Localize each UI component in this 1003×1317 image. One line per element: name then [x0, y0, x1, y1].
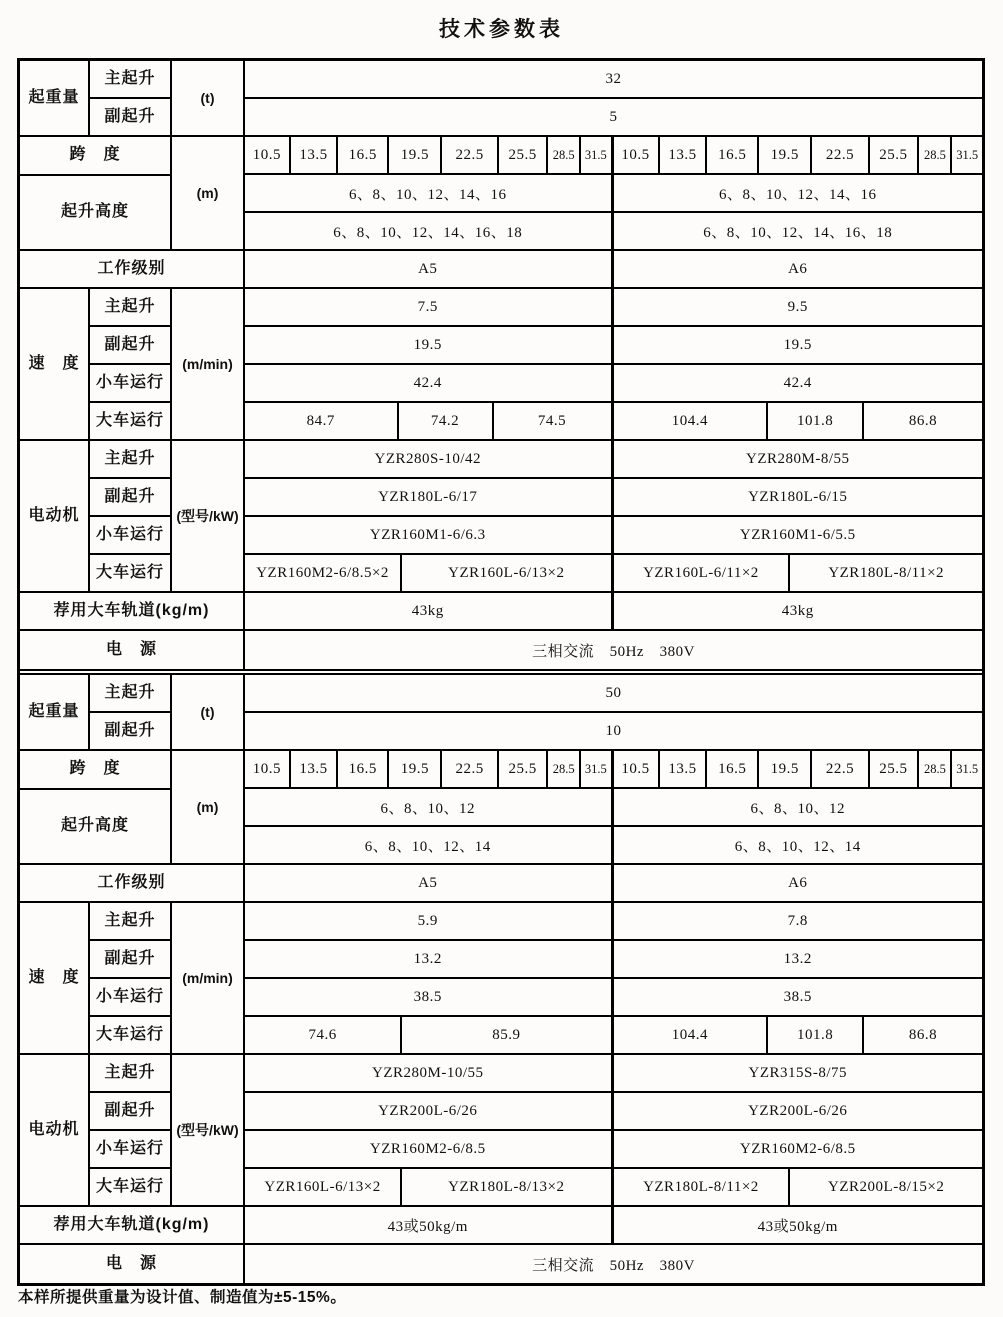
data-row [245, 1131, 982, 1169]
data-half-l [245, 137, 614, 173]
capacity-value-cell: 32 [605, 70, 622, 87]
data-row [245, 1169, 982, 1205]
motor-value-cell: YZR160M2-6/8.5 [739, 1140, 856, 1157]
rail-value-cell: 43或50kg/m [757, 1218, 838, 1235]
data-half-r [614, 1055, 983, 1091]
data-half-r [614, 175, 983, 211]
motor-value-cell: YZR180L-8/11×2 [614, 1169, 791, 1205]
data-row [245, 1093, 982, 1131]
label-lift-height: 起升高度 [60, 203, 129, 221]
data-half-r [614, 441, 983, 477]
rail-value-cell: 43kg [411, 602, 444, 619]
unit-label: (t) [200, 703, 215, 720]
label-column [172, 1055, 245, 1205]
span-height-group [20, 751, 982, 865]
row-label: 主起升 [90, 1055, 170, 1093]
data-area [245, 903, 982, 1053]
data-row [245, 251, 982, 287]
span-height-value-cell: 6、8、10、12、14、16、18 [703, 224, 893, 241]
row-label: 小车运行 [90, 1131, 170, 1169]
data-row [245, 213, 982, 249]
data-half-l [245, 365, 614, 401]
unit-label: (型号/kW) [176, 1121, 239, 1138]
data-row [245, 289, 982, 327]
span-height-value-cell: 19.5 [389, 751, 442, 787]
unit-label: (t) [200, 89, 215, 106]
motor-value-cell: YZR160L-6/13×2 [245, 1169, 402, 1205]
data-half-r [614, 979, 983, 1015]
data-row [245, 979, 982, 1017]
span-height-value-cell: 31.5 [956, 147, 979, 162]
span-height-value-cell: 6、8、10、12、14、16、18 [333, 224, 523, 241]
span-height-value-cell: 25.5 [870, 137, 920, 173]
data-half-l [245, 1093, 614, 1129]
data-half-r [614, 479, 983, 515]
label-column [20, 441, 90, 591]
motor-value-cell: YZR180L-6/15 [748, 488, 848, 505]
speed-value-cell: 104.4 [614, 403, 769, 439]
row-label: 副起升 [90, 1093, 170, 1131]
data-row [245, 365, 982, 403]
data-half-l [245, 251, 614, 287]
speed-value-cell: 74.5 [537, 412, 567, 429]
data-row [245, 555, 982, 591]
row-label: 副起升 [90, 479, 170, 517]
data-row [245, 479, 982, 517]
row-label: 大车运行 [95, 563, 164, 581]
label-column [20, 289, 90, 439]
label-column [172, 289, 245, 439]
data-half-l [245, 517, 614, 553]
label-column [172, 441, 245, 591]
span-height-value-cell: 10.5 [245, 751, 291, 787]
span-height-value-cell: 13.5 [291, 751, 339, 787]
data-half-r [614, 827, 983, 863]
span-height-value-cell: 13.5 [660, 137, 708, 173]
power-group [20, 631, 982, 669]
speed-value-cell: 84.7 [245, 403, 399, 439]
data-half-l [245, 479, 614, 515]
label-span: 跨 度 [20, 137, 170, 176]
label-duty: 工作级别 [97, 259, 166, 277]
data-half-r [614, 1169, 983, 1205]
data-half-l [245, 441, 614, 477]
data-area [245, 865, 982, 901]
label-column [20, 903, 90, 1053]
duty-value-cell: A5 [418, 874, 438, 891]
data-area [245, 251, 982, 287]
unit-label: (m) [196, 184, 219, 201]
power-value-cell: 三相交流 50Hz 380V [532, 643, 695, 660]
row-label: 副起升 [90, 327, 170, 365]
span-height-value-cell: 31.5 [584, 147, 607, 162]
data-area [245, 137, 982, 249]
span-height-value-cell: 25.5 [499, 137, 548, 173]
data-area [245, 289, 982, 439]
data-area [245, 441, 982, 591]
label-speed: 速 度 [28, 354, 80, 372]
span-height-value-cell: 28.5 [548, 751, 581, 787]
label-column [90, 675, 172, 749]
data-row [245, 1055, 982, 1093]
speed-value-cell: 74.6 [245, 1017, 402, 1053]
motor-value-cell: YZR280M-8/55 [746, 450, 850, 467]
speed-value-cell: 101.8 [768, 1017, 864, 1053]
data-half-r [614, 593, 983, 629]
motor-value-cell: YZR200L-6/26 [748, 1102, 848, 1119]
power-value-cell: 三相交流 50Hz 380V [532, 1257, 695, 1274]
data-half-l [245, 903, 614, 939]
row-label: 小车运行 [90, 979, 170, 1017]
data-half-r [614, 517, 983, 553]
data-half-l [245, 403, 614, 439]
row-label: 大车运行 [95, 1025, 164, 1043]
data-half-r [614, 213, 983, 249]
speed-value-cell: 7.5 [417, 298, 438, 315]
rail-group [20, 1207, 982, 1245]
data-area [245, 61, 982, 135]
motor-value-cell: YZR315S-8/75 [748, 1064, 847, 1081]
motor-value-cell: YZR160L-6/11×2 [614, 555, 791, 591]
label-column [20, 593, 245, 629]
capacity-value-cell: 50 [605, 684, 622, 701]
data-row [245, 1017, 982, 1053]
label-duty: 工作级别 [97, 873, 166, 891]
data-half-l [245, 827, 614, 863]
speed-value-cell: 38.5 [783, 988, 812, 1005]
data-half-l [245, 789, 614, 825]
label-column [90, 61, 172, 135]
span-height-value-cell: 13.5 [291, 137, 339, 173]
data-row [245, 441, 982, 479]
motor-value-cell: YZR200L-8/15×2 [828, 1178, 945, 1195]
label-span: 跨 度 [20, 751, 170, 790]
data-half-r [614, 903, 983, 939]
data-half-r [614, 365, 983, 401]
motor-value-cell: YZR160M1-6/5.5 [739, 526, 856, 543]
duty-value-cell: A6 [788, 874, 808, 891]
unit-label: (m/min) [182, 969, 233, 986]
data-row [245, 827, 982, 863]
data-half-r [614, 1093, 983, 1129]
speed-value-cell: 74.2 [399, 403, 494, 439]
data-half-r [614, 865, 983, 901]
label-column [172, 751, 245, 863]
data-area [245, 675, 982, 749]
span-height-value-cell: 31.5 [956, 761, 979, 776]
span-height-value-cell: 28.5 [919, 137, 952, 173]
label-column [172, 61, 245, 135]
motor-value-cell: YZR160L-6/13×2 [448, 564, 565, 581]
span-height-value-cell: 31.5 [584, 761, 607, 776]
unit-label: (型号/kW) [176, 507, 239, 524]
span-height-value-cell: 10.5 [245, 137, 291, 173]
rail-value-cell: 43或50kg/m [387, 1218, 468, 1235]
label-rail: 荐用大车轨道(kg/m) [53, 1215, 210, 1233]
span-height-value-cell: 28.5 [548, 137, 581, 173]
row-label: 大车运行 [95, 411, 164, 429]
data-half-l [245, 327, 614, 363]
row-label: 副起升 [90, 941, 170, 979]
rail-value-cell: 43kg [781, 602, 814, 619]
label-column [20, 61, 90, 135]
data-area [245, 1055, 982, 1205]
duty-group [20, 865, 982, 903]
span-height-group [20, 137, 982, 251]
speed-value-cell: 19.5 [413, 336, 442, 353]
data-row [245, 751, 982, 789]
data-half-r [614, 941, 983, 977]
speed-group [20, 289, 982, 441]
label-column [172, 903, 245, 1053]
span-height-value-cell: 16.5 [707, 137, 759, 173]
span-height-value-cell: 22.5 [442, 137, 499, 173]
footnote: 本样所提供重量为设计值、制造值为±5-15%。 [18, 1289, 347, 1306]
data-half-l [245, 979, 614, 1015]
data-half-r [614, 251, 983, 287]
unit-label: (m/min) [182, 355, 233, 372]
label-column [20, 1245, 245, 1283]
span-height-value-cell: 19.5 [389, 137, 442, 173]
capacity-value-cell: 5 [609, 108, 618, 125]
speed-value-cell: 13.2 [783, 950, 812, 967]
span-height-value-cell: 28.5 [919, 751, 952, 787]
data-half-r [614, 137, 983, 173]
span-height-value-cell: 6、8、10、12、14 [364, 838, 491, 855]
label-column [20, 751, 172, 863]
label-column [172, 137, 245, 249]
data-half-l [245, 213, 614, 249]
data-row [245, 175, 982, 213]
data-row [245, 593, 982, 629]
data-half-r [614, 751, 983, 787]
speed-group [20, 903, 982, 1055]
motor-value-cell: YZR180L-8/13×2 [448, 1178, 565, 1195]
label-column [20, 251, 245, 287]
motor-group [20, 1055, 982, 1207]
label-column [172, 675, 245, 749]
label-column [20, 137, 172, 249]
data-half-r [614, 289, 983, 325]
data-row [245, 675, 982, 713]
row-label: 小车运行 [90, 365, 170, 403]
duty-value-cell: A5 [418, 260, 438, 277]
row-label: 大车运行 [95, 1177, 164, 1195]
span-height-value-cell: 6、8、10、12、14、16 [718, 186, 877, 203]
power-group [20, 1245, 982, 1283]
label-aux-hoist: 副起升 [104, 107, 156, 125]
speed-value-cell: 85.9 [492, 1026, 521, 1043]
data-half-l [245, 1169, 614, 1205]
data-row [245, 99, 982, 135]
data-area [245, 631, 982, 669]
data-half-l [245, 751, 614, 787]
label-column [20, 631, 245, 669]
data-row [245, 865, 982, 901]
rail-group [20, 593, 982, 631]
motor-value-cell: YZR280S-10/42 [374, 450, 481, 467]
data-row [245, 713, 982, 749]
data-half-r [614, 555, 983, 591]
capacity-group [20, 675, 982, 751]
label-power: 电 源 [105, 640, 157, 658]
speed-value-cell: 7.8 [787, 912, 808, 929]
speed-value-cell: 101.8 [768, 403, 864, 439]
speed-value-cell: 5.9 [417, 912, 438, 929]
span-height-value-cell: 16.5 [707, 751, 759, 787]
data-half-r [614, 789, 983, 825]
data-half-l [245, 865, 614, 901]
label-column [20, 1207, 245, 1243]
data-half-l [245, 1131, 614, 1167]
capacity-value-cell: 10 [605, 722, 622, 739]
data-half-l [245, 555, 614, 591]
label-column [90, 903, 172, 1053]
data-half-r [614, 1131, 983, 1167]
label-motor: 电动机 [28, 506, 80, 524]
data-row [245, 941, 982, 979]
row-label: 小车运行 [90, 517, 170, 555]
motor-value-cell: YZR180L-8/11×2 [828, 564, 945, 581]
speed-value-cell: 86.8 [908, 412, 938, 429]
data-row [245, 327, 982, 365]
span-height-value-cell: 22.5 [812, 137, 869, 173]
label-power: 电 源 [105, 1254, 157, 1272]
capacity-group [20, 61, 982, 137]
data-half-l [245, 175, 614, 211]
span-height-value-cell: 6、8、10、12 [750, 800, 845, 817]
data-area [245, 751, 982, 863]
spec-section [20, 669, 982, 1283]
motor-value-cell: YZR200L-6/26 [378, 1102, 478, 1119]
span-height-value-cell: 13.5 [660, 751, 708, 787]
data-half-l [245, 1017, 614, 1053]
speed-value-cell: 42.4 [413, 374, 442, 391]
span-height-value-cell: 19.5 [759, 751, 812, 787]
span-height-value-cell: 6、8、10、12、14、16 [348, 186, 507, 203]
span-height-value-cell: 10.5 [614, 137, 660, 173]
data-row [245, 631, 982, 669]
page-title: 技术参数表 [439, 18, 564, 41]
data-area [245, 1245, 982, 1283]
data-row [245, 1245, 982, 1283]
speed-value-cell: 38.5 [413, 988, 442, 1005]
data-row [245, 61, 982, 99]
spec-section [20, 61, 982, 669]
speed-value-cell: 19.5 [783, 336, 812, 353]
data-half-r [614, 1207, 983, 1243]
motor-value-cell: YZR160M1-6/6.3 [369, 526, 486, 543]
label-main-hoist: 主起升 [90, 61, 170, 99]
speed-value-cell: 13.2 [413, 950, 442, 967]
span-height-value-cell: 19.5 [759, 137, 812, 173]
data-half-l [245, 593, 614, 629]
data-row [245, 517, 982, 555]
motor-value-cell: YZR280M-10/55 [372, 1064, 484, 1081]
data-half-r [614, 327, 983, 363]
motor-group [20, 441, 982, 593]
data-row [245, 789, 982, 827]
label-aux-hoist: 副起升 [104, 721, 156, 739]
label-column [90, 289, 172, 439]
speed-value-cell: 104.4 [614, 1017, 769, 1053]
speed-value-cell: 86.8 [908, 1026, 938, 1043]
data-area [245, 1207, 982, 1243]
data-half-l [245, 941, 614, 977]
label-column [20, 865, 245, 901]
label-column [20, 675, 90, 749]
label-column [90, 1055, 172, 1205]
motor-value-cell: YZR160M2-6/8.5×2 [245, 555, 402, 591]
row-label: 主起升 [90, 289, 170, 327]
data-half-l [245, 1207, 614, 1243]
motor-value-cell: YZR180L-6/17 [378, 488, 478, 505]
data-half-l [245, 289, 614, 325]
label-motor: 电动机 [28, 1120, 80, 1138]
data-half-r [614, 1017, 983, 1053]
row-label: 主起升 [90, 441, 170, 479]
unit-label: (m) [196, 798, 219, 815]
span-height-value-cell: 6、8、10、12 [380, 800, 475, 817]
speed-value-cell: 9.5 [787, 298, 808, 315]
label-column [90, 441, 172, 591]
label-lift-height: 起升高度 [60, 817, 129, 835]
data-half-l [245, 1055, 614, 1091]
data-half-r [614, 403, 983, 439]
label-capacity: 起重量 [28, 702, 80, 720]
span-height-value-cell: 25.5 [499, 751, 548, 787]
row-label: 主起升 [90, 903, 170, 941]
span-height-value-cell: 6、8、10、12、14 [734, 838, 861, 855]
label-column [20, 1055, 90, 1205]
span-height-value-cell: 22.5 [812, 751, 869, 787]
label-speed: 速 度 [28, 968, 80, 986]
data-row [245, 903, 982, 941]
spec-table [17, 58, 985, 1286]
duty-value-cell: A6 [788, 260, 808, 277]
label-rail: 荐用大车轨道(kg/m) [53, 601, 210, 619]
span-height-value-cell: 16.5 [338, 137, 389, 173]
speed-value-cell: 42.4 [783, 374, 812, 391]
span-height-value-cell: 22.5 [442, 751, 499, 787]
motor-value-cell: YZR160M2-6/8.5 [369, 1140, 486, 1157]
data-row [245, 1207, 982, 1243]
duty-group [20, 251, 982, 289]
span-height-value-cell: 25.5 [870, 751, 920, 787]
span-height-value-cell: 10.5 [614, 751, 660, 787]
span-height-value-cell: 16.5 [338, 751, 389, 787]
data-area [245, 593, 982, 629]
data-row [245, 137, 982, 175]
data-row [245, 403, 982, 439]
label-main-hoist: 主起升 [90, 675, 170, 713]
label-capacity: 起重量 [28, 88, 80, 106]
